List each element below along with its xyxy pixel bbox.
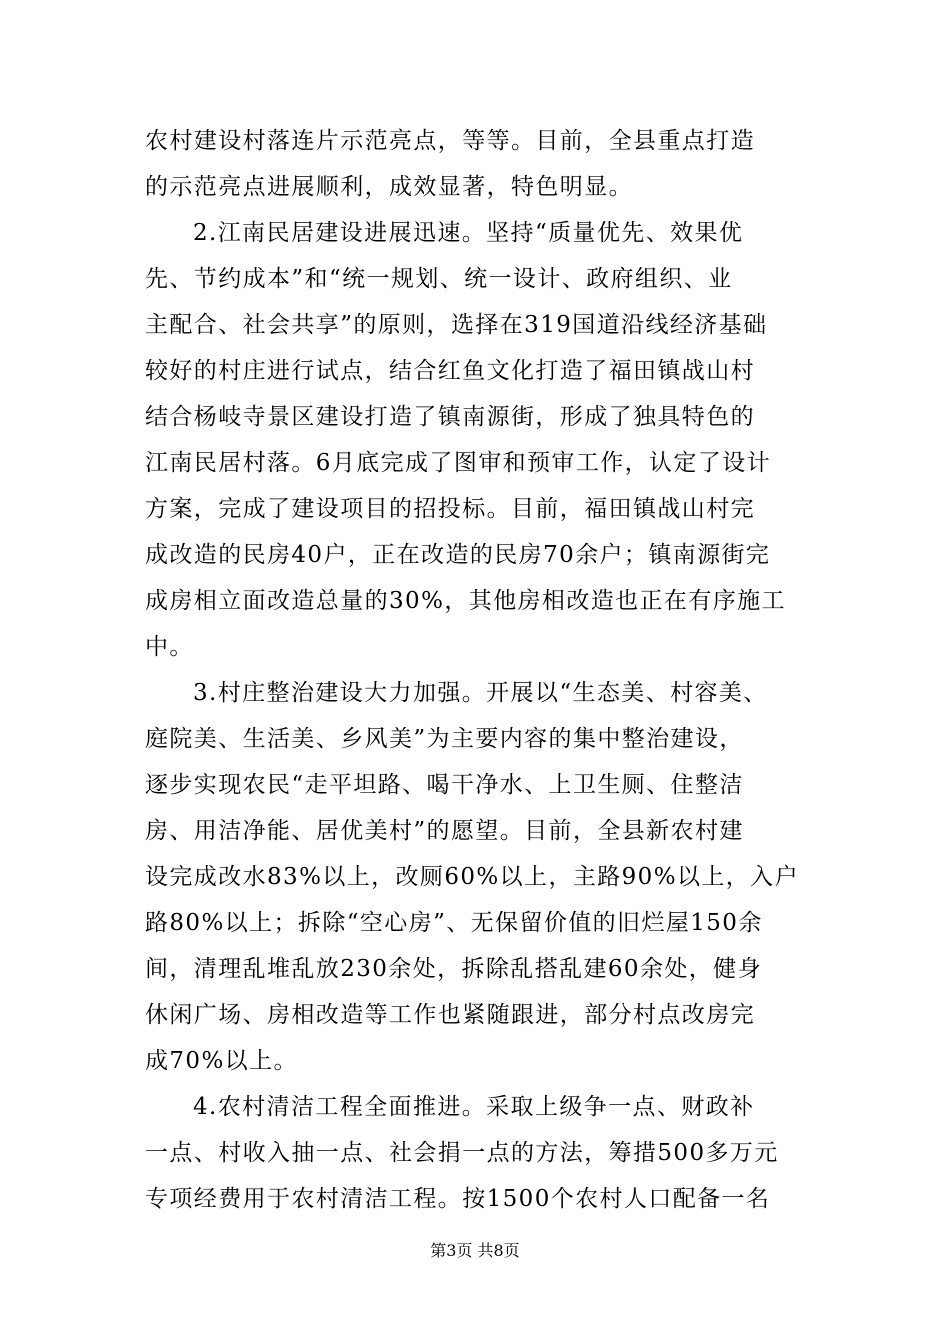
body-text-line: 成房相立面改造总量的30%，其他房相改造也正在有序施工 bbox=[145, 588, 786, 614]
body-text-line: 结合杨岐寺景区建设打造了镇南源街，形成了独具特色的 bbox=[145, 404, 755, 430]
body-text-line: 先、节约成本”和“统一规划、统一设计、政府组织、业 bbox=[145, 266, 733, 292]
body-text-line: 成改造的民房40户，正在改造的民房70余户；镇南源街完 bbox=[145, 542, 771, 568]
paragraph-3-heading-line: 3.村庄整治建设大力加强。开展以“生态美、村容美、 bbox=[193, 680, 768, 706]
paragraph-2-heading-line: 2.江南民居建设进展迅速。坚持“质量优先、效果优 bbox=[193, 220, 744, 246]
body-text-line: 路80%以上；拆除“空心房”、无保留价值的旧烂屋150余 bbox=[145, 910, 763, 936]
body-text-line: 房、用洁净能、居优美村”的愿望。目前，全县新农村建 bbox=[145, 818, 744, 844]
body-text-line: 庭院美、生活美、乡风美”为主要内容的集中整治建设， bbox=[145, 726, 744, 752]
body-text-line: 主配合、社会共享”的原则，选择在319国道沿线经济基础 bbox=[145, 312, 768, 338]
body-text-line: 休闲广场、房相改造等工作也紧随跟进，部分村点改房完 bbox=[145, 1002, 755, 1028]
body-text-line: 一点、村收入抽一点、社会捐一点的方法，筹措500多万元 bbox=[145, 1140, 779, 1166]
body-text-line: 方案，完成了建设项目的招投标。目前，福田镇战山村完 bbox=[145, 496, 755, 522]
page-number-footer: 第3页 共8页 bbox=[430, 1241, 520, 1260]
paragraph-4-heading-line: 4.农村清洁工程全面推进。采取上级争一点、财政补 bbox=[193, 1094, 755, 1120]
body-text-line: 成70%以上。 bbox=[145, 1048, 298, 1074]
body-text-line: 农村建设村落连片示范亮点，等等。目前，全县重点打造 bbox=[145, 128, 755, 154]
body-text-line: 的示范亮点进展顺利，成效显著，特色明显。 bbox=[145, 174, 633, 200]
body-text-line: 中。 bbox=[145, 634, 194, 660]
body-text-line: 间，清理乱堆乱放230余处，拆除乱搭乱建60余处，健身 bbox=[145, 956, 762, 982]
body-text-line: 较好的村庄进行试点，结合红鱼文化打造了福田镇战山村 bbox=[145, 358, 755, 384]
body-text-line: 江南民居村落。6月底完成了图审和预审工作，认定了设计 bbox=[145, 450, 772, 476]
body-text-line: 专项经费用于农村清洁工程。按1500个农村人口配备一名 bbox=[145, 1186, 771, 1212]
body-text-line: 逐步实现农民“走平坦路、喝干净水、上卫生厕、住整洁 bbox=[145, 772, 744, 798]
body-text-line: 设完成改水83%以上，改厕60%以上，主路90%以上，入户 bbox=[145, 864, 799, 890]
